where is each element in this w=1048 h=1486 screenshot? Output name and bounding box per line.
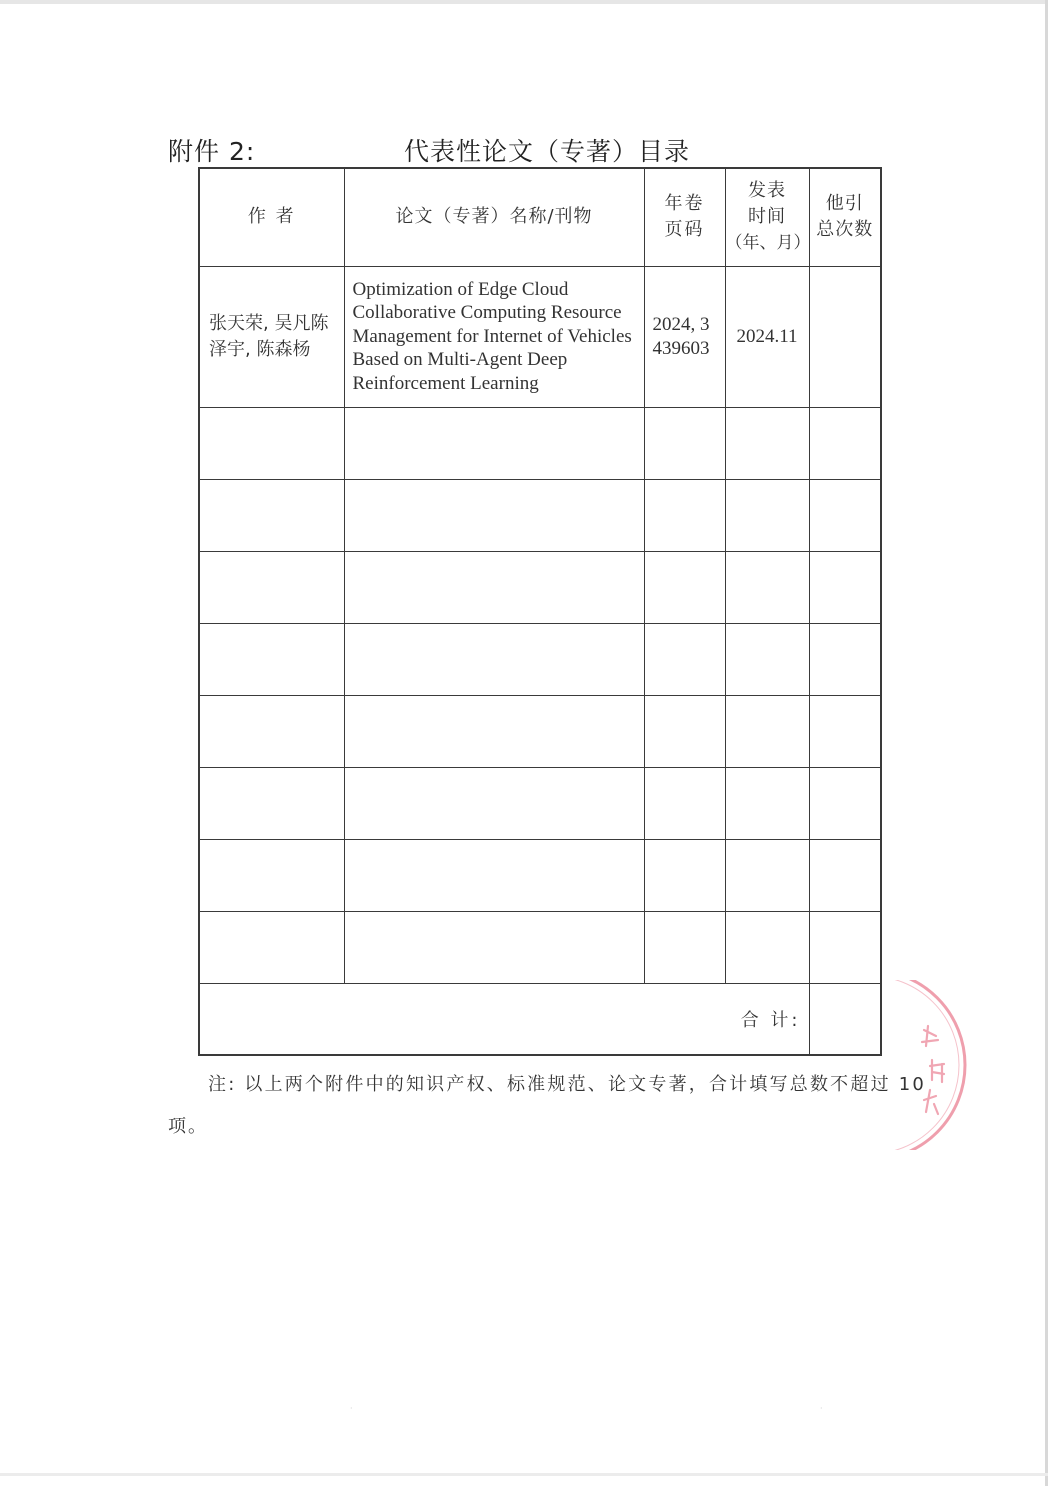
cell-citations: [809, 266, 881, 407]
column-header-title: 论文（专著）名称/刊物: [344, 168, 644, 266]
page-bottom-edge: [0, 1473, 1048, 1476]
empty-table-row: [199, 623, 881, 695]
document-title: 代表性论文（专著）目录: [404, 137, 691, 166]
empty-table-row: [199, 911, 881, 983]
column-header-volume: [644, 168, 725, 266]
empty-table-row: [199, 695, 881, 767]
footnote-line-2: 项。: [168, 1116, 208, 1137]
column-header-citations-line1: 他引: [825, 193, 864, 215]
empty-table-row: [199, 839, 881, 911]
cell-volume-pages: 2024, 3439603: [644, 266, 725, 407]
cell-paper-title: Optimization of Edge Cloud Collaborative Computing Resource Management for Internet of Vehicles Based on Multi-Agent Deep Reinforcement Learning: [344, 266, 644, 407]
table-header-row: [199, 168, 881, 266]
column-header-citations-line2: 总次数: [816, 219, 874, 241]
column-header-date-line1: 发表: [748, 180, 786, 202]
column-header-date-line2: 时间: [748, 206, 786, 228]
empty-table-row: [199, 767, 881, 839]
column-header-volume-line2: 页码: [664, 219, 705, 241]
column-header-date: [725, 168, 809, 266]
total-value: [809, 983, 881, 1055]
table-total-row: [199, 983, 881, 1055]
column-header-author: 作 者: [199, 168, 344, 266]
cell-publication-date: 2024.11: [725, 266, 809, 407]
seal-stamp-graphic: [880, 980, 1040, 1150]
table-row: [199, 266, 881, 407]
scan-artifact: ·: [820, 1404, 823, 1413]
scan-artifact: ·: [350, 1404, 353, 1413]
empty-table-row: [199, 407, 881, 479]
column-header-volume-line1: 年卷: [664, 193, 705, 215]
cell-authors: 张天荣, 吴凡陈泽宇, 陈森杨: [199, 266, 344, 407]
official-seal-stamp: [880, 980, 1040, 1150]
total-label: 合 计:: [199, 983, 809, 1055]
attachment-label: 附件 2:: [168, 137, 256, 166]
empty-table-row: [199, 551, 881, 623]
paper-table: [198, 167, 882, 1056]
footnote-line-1: 注: 以上两个附件中的知识产权、标准规范、论文专著，合计填写总数不超过 10: [208, 1074, 927, 1095]
column-header-date-line3: （年、月）: [725, 233, 811, 254]
page-top-edge: [0, 0, 1048, 4]
empty-table-row: [199, 479, 881, 551]
column-header-citations: [809, 168, 881, 266]
